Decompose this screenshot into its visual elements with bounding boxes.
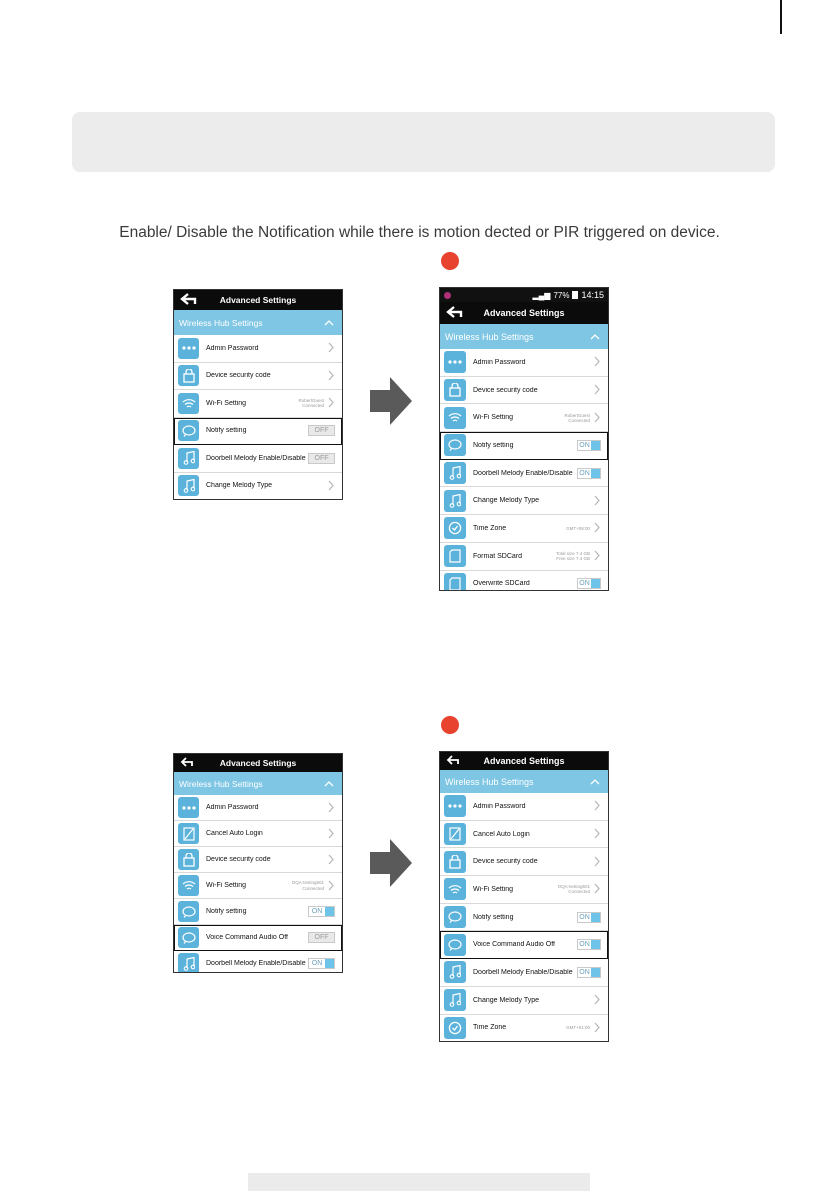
settings-row[interactable] (440, 931, 608, 959)
camera-notification-icon (444, 292, 451, 299)
chat-icon (444, 934, 466, 956)
music-icon (178, 953, 199, 973)
toggle-state: ON (579, 580, 590, 588)
settings-row-label: Time Zone (473, 1024, 507, 1032)
chevron-right-icon (594, 410, 600, 426)
back-arrow-icon[interactable] (446, 306, 468, 320)
chevron-right-icon (328, 395, 334, 411)
settings-row-label: Notify setting (473, 913, 514, 921)
wifi-icon (444, 878, 466, 900)
chat-icon (178, 927, 199, 948)
arrow-right-icon (370, 377, 412, 425)
toggle-state: OFF (314, 427, 329, 435)
settings-row-detail: GMT+08:00 (566, 525, 590, 531)
clock-icon (444, 517, 466, 539)
lock-icon (178, 849, 199, 870)
chevron-up-icon (590, 777, 600, 787)
wifi-icon (444, 407, 466, 429)
chevron-right-icon (328, 826, 334, 842)
screen-title: Advanced Settings (219, 295, 297, 305)
toggle-switch[interactable] (308, 906, 335, 917)
section-header[interactable] (440, 324, 608, 349)
toggle-knob (591, 469, 600, 478)
settings-row-label: Overwrite SDCard (473, 580, 530, 588)
settings-row[interactable] (440, 876, 608, 904)
screen-title: Advanced Settings (483, 756, 565, 766)
toggle-state: OFF (314, 454, 329, 462)
settings-row[interactable] (174, 418, 342, 446)
settings-row-label: Wi-Fi Setting (473, 414, 514, 422)
settings-row-label: Admin Password (473, 802, 526, 810)
settings-row-detail: DQA-testing501 Connected (291, 880, 324, 891)
chevron-right-icon (328, 852, 334, 868)
chevron-up-icon (590, 332, 600, 342)
toggle-switch[interactable] (308, 932, 335, 943)
music-icon (178, 475, 199, 496)
instruction-text: Enable/ Disable the Notification while there is motion dected or PIR triggered on device. (119, 224, 720, 241)
settings-row-label: Cancel Auto Login (473, 830, 530, 838)
edit-icon (444, 823, 466, 845)
settings-row-label: Wi-Fi Setting (473, 885, 514, 893)
settings-row[interactable] (174, 925, 342, 951)
dots-icon (178, 797, 199, 818)
settings-row-label: Doorbell Melody Enable/Disable (206, 454, 306, 462)
settings-row[interactable] (440, 959, 608, 987)
settings-row-label: Notify setting (206, 427, 247, 435)
chevron-up-icon (324, 779, 334, 789)
music-icon (444, 490, 466, 512)
clock-icon (444, 1017, 466, 1039)
settings-row-detail: Total size 7.4 GB Free size 7.4 GB (555, 550, 590, 562)
section-heading-banner (72, 112, 775, 172)
settings-row[interactable] (440, 487, 608, 515)
settings-row-label: Voice Command Audio Off (206, 934, 288, 941)
page-corner-rule (780, 0, 782, 34)
settings-row-label: Change Melody Type (206, 482, 273, 490)
settings-row[interactable] (174, 899, 342, 925)
back-arrow-icon[interactable] (180, 757, 196, 769)
wifi-icon (178, 393, 199, 414)
toggle-switch[interactable] (577, 967, 601, 978)
chevron-right-icon (594, 881, 600, 897)
settings-row-label: Device security code (473, 858, 538, 866)
settings-row-label: Device security code (206, 856, 271, 863)
settings-row-label: Wi-Fi Setting (206, 399, 247, 407)
toggle-switch[interactable] (308, 958, 335, 969)
chat-icon (178, 420, 199, 441)
settings-row[interactable] (440, 432, 608, 460)
battery-icon (572, 291, 578, 299)
chat-icon (178, 901, 199, 922)
status-bar (440, 288, 608, 302)
settings-row-label: Change Melody Type (473, 497, 540, 505)
settings-row-label: Time Zone (473, 524, 507, 532)
settings-row[interactable] (440, 821, 608, 849)
settings-row[interactable] (440, 904, 608, 932)
settings-row-label: Cancel Auto Login (206, 830, 263, 837)
chevron-right-icon (594, 1020, 600, 1036)
settings-row-detail: GMT+01:00 (566, 1025, 590, 1031)
clock-time: 14:15 (581, 290, 604, 300)
toggle-knob (591, 441, 600, 450)
settings-row-label: Doorbell Melody Enable/Disable (473, 469, 573, 477)
title-bar (440, 752, 608, 770)
section-title: Wireless Hub Settings (179, 317, 263, 328)
chevron-right-icon (594, 520, 600, 536)
music-icon (178, 448, 199, 469)
settings-row-label: Notify setting (473, 441, 514, 449)
toggle-knob (325, 907, 334, 916)
chat-icon (444, 434, 466, 456)
settings-row-label: Admin Password (206, 344, 259, 352)
chevron-right-icon (594, 826, 600, 842)
phone-screen-after-voice (439, 751, 609, 1042)
toggle-switch[interactable] (577, 912, 601, 923)
chevron-right-icon (594, 493, 600, 509)
chat-icon (444, 906, 466, 928)
toggle-switch[interactable] (577, 440, 601, 451)
chevron-right-icon (594, 992, 600, 1008)
phone-screen-before-voice (173, 753, 343, 973)
back-arrow-icon[interactable] (180, 293, 202, 307)
toggle-switch[interactable] (577, 578, 601, 589)
lock-icon (444, 379, 466, 401)
settings-row[interactable] (440, 377, 608, 405)
settings-row[interactable] (174, 473, 342, 501)
settings-row[interactable] (174, 821, 342, 847)
chevron-right-icon (328, 800, 334, 816)
battery-percent: 77% (553, 290, 570, 300)
lock-icon (444, 851, 466, 873)
dots-icon (444, 351, 466, 373)
settings-row-label: Voice Command Audio Off (473, 941, 555, 949)
settings-row-label: Doorbell Melody Enable/Disable (473, 968, 573, 976)
settings-row[interactable] (174, 873, 342, 899)
settings-row-label: Admin Password (473, 358, 526, 366)
toggle-state: ON (579, 913, 590, 921)
settings-row[interactable] (440, 543, 608, 571)
settings-row-label: Device security code (473, 386, 538, 394)
settings-row-label: Admin Password (206, 804, 259, 811)
settings-row[interactable] (174, 335, 342, 363)
chevron-right-icon (594, 854, 600, 870)
toggle-state: OFF (314, 934, 329, 941)
title-bar (440, 302, 608, 324)
step-marker-dot (441, 716, 459, 734)
chevron-right-icon (328, 478, 334, 494)
section-header[interactable] (174, 310, 342, 335)
settings-row[interactable] (440, 987, 608, 1015)
section-header[interactable] (174, 772, 342, 795)
settings-row[interactable] (174, 951, 342, 973)
settings-row[interactable] (440, 848, 608, 876)
phone-screen-after-notify (439, 287, 609, 591)
chevron-right-icon (328, 878, 334, 894)
toggle-switch[interactable] (308, 425, 335, 436)
toggle-state: ON (311, 908, 323, 915)
music-icon (444, 462, 466, 484)
settings-row-label: Change Melody Type (473, 996, 540, 1004)
section-header[interactable] (440, 770, 608, 793)
chevron-up-icon (324, 318, 334, 328)
sdcard-icon (444, 545, 466, 567)
back-arrow-icon[interactable] (446, 755, 462, 767)
chevron-right-icon (594, 548, 600, 564)
settings-row-label: Notify setting (206, 908, 247, 915)
settings-row[interactable] (174, 847, 342, 873)
music-icon (444, 989, 466, 1011)
settings-row[interactable] (440, 349, 608, 377)
toggle-state: ON (579, 441, 590, 449)
settings-row-label: Device security code (206, 372, 271, 380)
toggle-knob (591, 579, 600, 588)
chevron-right-icon (328, 368, 334, 384)
music-icon (444, 961, 466, 983)
chevron-right-icon (594, 382, 600, 398)
chevron-right-icon (328, 340, 334, 356)
toggle-state: ON (311, 960, 323, 967)
settings-row[interactable] (174, 445, 342, 473)
edit-icon (178, 823, 199, 844)
section-title: Wireless Hub Settings (445, 776, 534, 787)
chevron-right-icon (594, 354, 600, 370)
section-title: Wireless Hub Settings (179, 778, 263, 789)
settings-row[interactable] (440, 571, 608, 592)
page-footer-bar (248, 1173, 590, 1191)
settings-row[interactable] (174, 795, 342, 821)
title-bar (174, 290, 342, 310)
phone-screen-before-notify (173, 289, 343, 500)
settings-row-label: Format SDCard (473, 552, 523, 560)
toggle-knob (591, 968, 600, 977)
toggle-switch[interactable] (577, 468, 601, 479)
title-bar (174, 754, 342, 772)
settings-row-label: Wi-Fi Setting (206, 882, 247, 889)
dots-icon (444, 795, 466, 817)
toggle-switch[interactable] (308, 453, 335, 464)
settings-row[interactable] (440, 515, 608, 543)
settings-row[interactable] (440, 1015, 608, 1043)
screen-title: Advanced Settings (483, 308, 565, 318)
wifi-icon (178, 875, 199, 896)
toggle-state: ON (579, 968, 590, 976)
screen-title: Advanced Settings (219, 758, 297, 768)
toggle-knob (591, 913, 600, 922)
settings-row[interactable] (440, 404, 608, 432)
toggle-state: ON (579, 941, 590, 949)
toggle-state: ON (579, 469, 590, 477)
toggle-knob (591, 940, 600, 949)
settings-row-detail: RobertGuest Connected (564, 412, 590, 423)
sdcard-icon (444, 573, 466, 591)
toggle-switch[interactable] (577, 939, 601, 950)
settings-row[interactable] (440, 793, 608, 821)
settings-row[interactable] (174, 390, 342, 418)
toggle-knob (325, 959, 334, 968)
settings-row-label: Doorbell Melody Enable/Disable (206, 960, 306, 967)
settings-row-detail: DQA-testing501 Connected (557, 884, 590, 895)
settings-row[interactable] (440, 460, 608, 488)
lock-icon (178, 365, 199, 386)
section-title: Wireless Hub Settings (445, 331, 534, 342)
signal-icon: ▂▄▆ (532, 290, 551, 300)
step-marker-dot (441, 252, 459, 270)
chevron-right-icon (594, 798, 600, 814)
dots-icon (178, 338, 199, 359)
settings-row[interactable] (174, 363, 342, 391)
arrow-right-icon (370, 839, 412, 887)
settings-row-detail: RobertGuest Connected (298, 398, 324, 409)
